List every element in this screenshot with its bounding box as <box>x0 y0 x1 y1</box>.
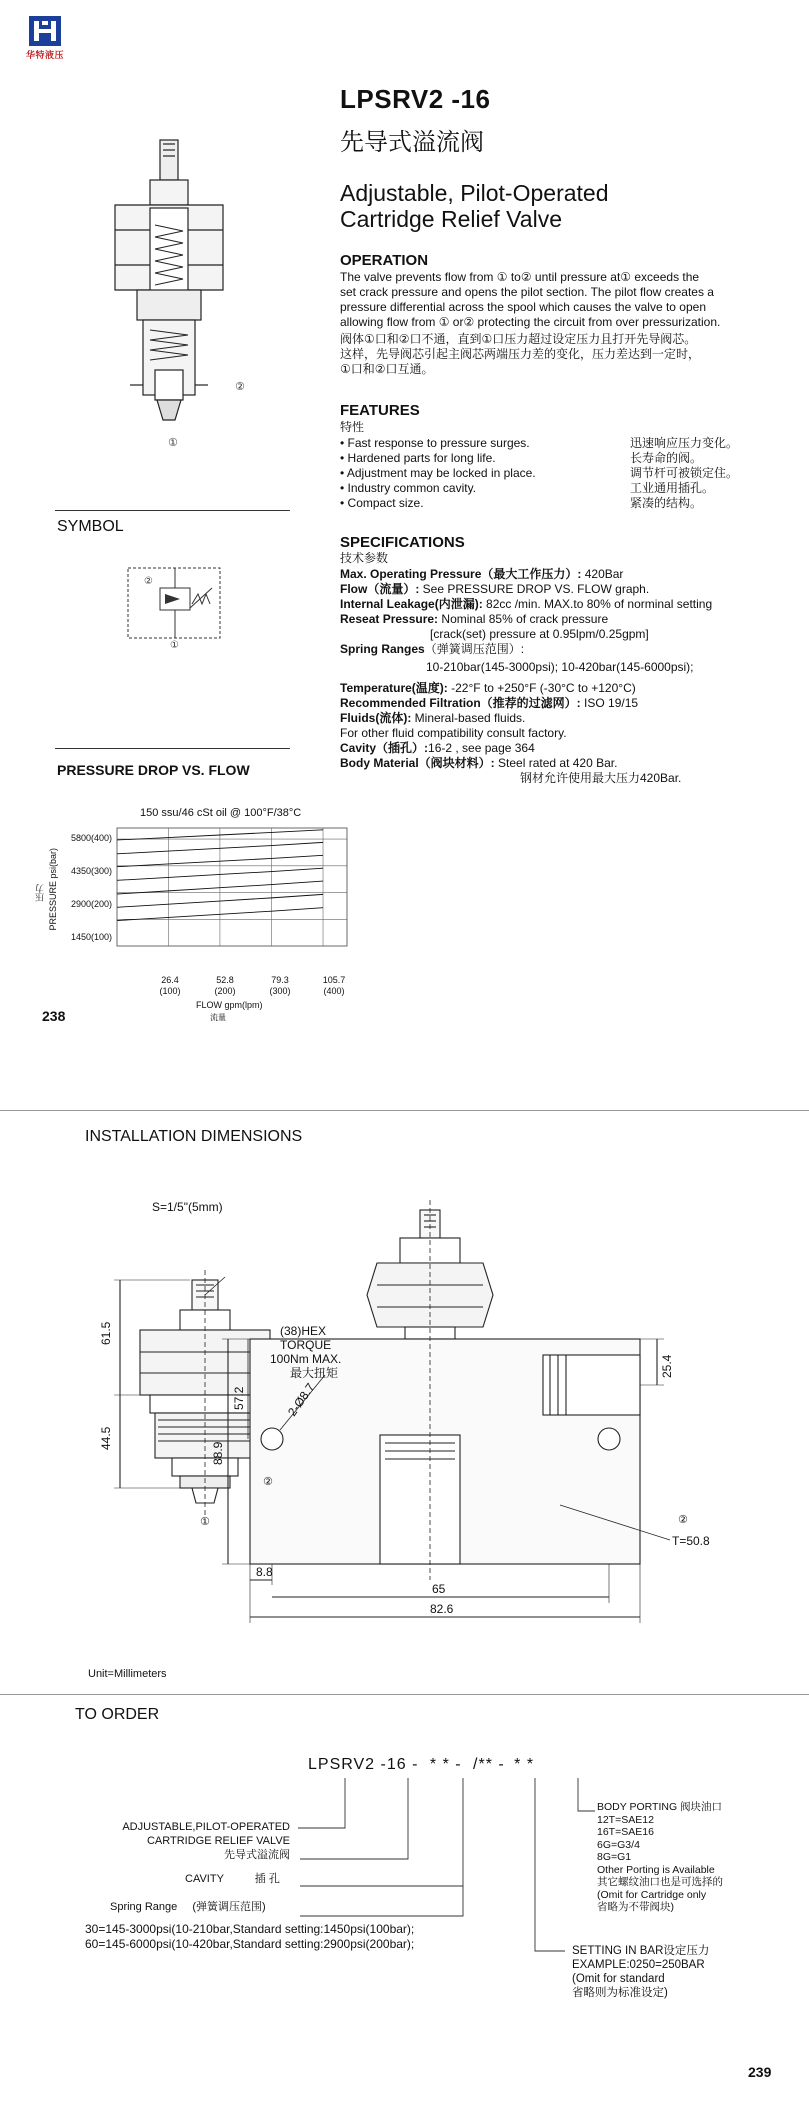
hex-label-4: 最大扭矩 <box>290 1366 339 1380</box>
y-tick-label: 2900(200) <box>70 899 112 909</box>
porting-line: 8G=G1 <box>597 1851 632 1863</box>
graph-x-axis-cn: 流量 <box>210 1013 226 1022</box>
spec-max-pressure: Max. Operating Pressure（最大工作压力）: 420Bar <box>340 567 624 581</box>
code-spring: * * <box>429 1756 450 1773</box>
features-heading: FEATURES <box>340 402 420 419</box>
feature-en: • Adjustment may be locked in place. <box>340 466 536 480</box>
y-tick-label: 5800(400) <box>70 833 112 843</box>
spec-cavity: Cavity（插孔）:16-2 , see page 364 <box>340 741 535 755</box>
porting-line: 16T=SAE16 <box>597 1826 654 1838</box>
feature-cn: 紧凑的结构。 <box>630 496 703 510</box>
logo-mark <box>29 16 61 46</box>
specifications-cn-heading: 技术参数 <box>340 551 389 565</box>
hydraulic-symbol <box>120 560 230 650</box>
dim-57-2: 57.2 <box>232 1386 246 1410</box>
hex-label-1: (38)HEX <box>280 1324 327 1338</box>
code-size: -16 <box>380 1756 407 1773</box>
graph-x-axis-label: FLOW gpm(lpm) <box>196 1000 263 1010</box>
en-product-name <box>340 180 609 232</box>
spec-body-material: Body Material（阀块材料）: Steel rated at 420 Bar. <box>340 756 618 770</box>
setting-line: 省略则为标准设定) <box>572 1987 668 1999</box>
specifications-heading: SPECIFICATIONS <box>340 534 465 551</box>
symbol-heading: SYMBOL <box>57 518 124 535</box>
feature-en: • Compact size. <box>340 496 424 510</box>
porting-line: Other Porting is Available <box>597 1863 715 1876</box>
porting-line: 省略为不带阀块) <box>597 1901 674 1913</box>
specifications-list <box>340 567 800 786</box>
operation-text <box>340 270 780 377</box>
spec-fluids: Fluids(流体): Mineral-based fluids. <box>340 711 526 725</box>
graph-heading: PRESSURE DROP VS. FLOW <box>57 762 250 778</box>
graph-rule <box>55 748 290 749</box>
feature-cn: 工业通用插孔。 <box>630 481 715 495</box>
dim-65: 65 <box>432 1582 446 1596</box>
en-name-line-2: Cartridge Relief Valve <box>340 206 563 232</box>
valve-cross-section-drawing <box>95 130 275 470</box>
spec-spring-values: 10-210bar(145-3000psi); 10-420bar(145-6000psi); <box>426 660 694 674</box>
spring-option: 60=145-6000psi(10-420bar,Standard setting:2900psi(200bar); <box>85 1937 415 1951</box>
order-desc-cn: 先导式溢流阀 <box>224 1849 290 1861</box>
page-number-left: 238 <box>42 1008 66 1024</box>
code-port: * * <box>514 1756 535 1773</box>
dim-8-8: 8.8 <box>256 1565 273 1579</box>
order-cavity <box>185 1872 280 1886</box>
order-heading: TO ORDER <box>75 1706 160 1723</box>
dim-88-9: 88.9 <box>211 1441 225 1465</box>
order-setting <box>572 1944 709 2000</box>
feature-en: • Hardened parts for long life. <box>340 451 496 465</box>
left-port-1-label: ① <box>200 1516 210 1528</box>
operation-heading: OPERATION <box>340 252 429 269</box>
y-tick-label: 4350(300) <box>70 866 112 876</box>
order-spring-label: Spring Range <box>110 1901 178 1913</box>
porting-line: (Omit for Cartridge only <box>597 1888 707 1901</box>
order-desc-line-1: ADJUSTABLE,PILOT-OPERATED <box>122 1821 290 1833</box>
y-tick-label: 1450(100) <box>70 932 112 942</box>
feature-en: • Fast response to pressure surges. <box>340 436 530 450</box>
operation-en-line: set crack pressure and opens the pilot section. The pilot flow creates a <box>340 285 714 299</box>
section-divider-2 <box>0 1694 809 1695</box>
drawing-port-2-label: ② <box>235 381 245 393</box>
order-desc-block <box>92 1820 290 1862</box>
install-heading: INSTALLATION DIMENSIONS <box>85 1128 303 1145</box>
features-cn-heading: 特性 <box>340 420 365 434</box>
dim-61-5: 61.5 <box>99 1321 113 1345</box>
dim-2-dia-8-7: 2-Ø8.7 <box>284 1380 318 1419</box>
spring-option: 30=145-3000psi(10-210bar,Standard setting:1450psi(100bar); <box>85 1922 415 1936</box>
graph-y-axis-cn: 压力 <box>35 884 45 902</box>
x-tick-label: 26.4 (100) <box>159 975 181 996</box>
dim-thickness: T=50.8 <box>672 1534 710 1548</box>
order-spring <box>110 1900 266 1914</box>
order-code <box>308 1756 534 1774</box>
porting-line: 12T=SAE12 <box>597 1813 654 1826</box>
feature-item <box>340 496 760 511</box>
hex-label-2: TORQUE <box>280 1338 332 1352</box>
feature-cn: 调节杆可被锁定住。 <box>630 466 739 480</box>
operation-en-line: The valve prevents flow from ① to② until pressure at① exceeds the <box>340 270 700 284</box>
code-setting: /** <box>473 1756 493 1773</box>
installation-drawing <box>80 1185 800 1655</box>
symbol-port-1: ① <box>170 640 179 650</box>
feature-en: • Industry common cavity. <box>340 481 477 495</box>
logo-caption: 华特液压 <box>25 50 64 60</box>
left-port-2-label: ② <box>263 1476 273 1488</box>
dim-s-label: S=1/5"(5mm) <box>152 1200 223 1214</box>
section-divider <box>0 1110 809 1111</box>
model-title: LPSRV2 -16 <box>340 84 491 114</box>
feature-cn: 长寿命的阀。 <box>630 451 703 465</box>
order-spring-cn: (弹簧调压范围) <box>192 1901 266 1913</box>
code-dash: - <box>498 1756 505 1773</box>
graph-condition: 150 ssu/46 cSt oil @ 100°F/38°C <box>140 807 302 819</box>
symbol-port-2: ② <box>144 576 153 587</box>
setting-line: SETTING IN BAR设定压力 <box>572 1945 710 1957</box>
setting-line: (Omit for standard <box>572 1973 665 1985</box>
order-cavity-cn: 插 孔 <box>254 1873 280 1885</box>
x-tick-label: 105.7 (400) <box>322 975 346 996</box>
x-tick-label: 79.3 (300) <box>269 975 291 996</box>
operation-en-line: pressure differential across the spool which causes the valve to open <box>340 300 706 314</box>
dim-82-6: 82.6 <box>430 1602 454 1616</box>
en-name-line-1: Adjustable, Pilot-Operated <box>340 180 609 206</box>
spec-reseat-note: [crack(set) pressure at 0.95lpm/0.25gpm] <box>430 627 649 641</box>
setting-line: EXAMPLE:0250=250BAR <box>572 1959 705 1971</box>
feature-item <box>340 436 760 451</box>
order-desc-line-2: CARTRIDGE RELIEF VALVE <box>146 1835 290 1847</box>
spec-temperature: Temperature(温度): -22°F to +250°F (-30°C to +120°C) <box>340 681 636 695</box>
spec-spring-ranges: Spring Ranges（弹簧调压范围）: <box>340 642 525 656</box>
spec-body-cn: 钢材允许使用最大压力420Bar. <box>520 771 682 785</box>
feature-cn: 迅速响应压力变化。 <box>630 436 739 450</box>
feature-item <box>340 481 760 496</box>
spec-flow: Flow（流量）: See PRESSURE DROP VS. FLOW graph. <box>340 582 650 596</box>
porting-title: BODY PORTING 阀块油口 <box>597 1801 723 1813</box>
spec-fluids-note: For other fluid compatibility consult factory. <box>340 726 567 740</box>
page-number-right: 239 <box>748 2064 772 2080</box>
porting-line: 其它螺纹油口也是可选择的 <box>597 1876 723 1888</box>
code-dash: - <box>412 1756 419 1773</box>
spec-internal-leakage: Internal Leakage(内泄漏): 82cc /min. MAX.to 80% of norminal setting <box>340 597 713 611</box>
brand-logo <box>20 16 70 62</box>
code-model: LPSRV2 <box>308 1756 376 1773</box>
porting-line: 6G=G3/4 <box>597 1838 640 1851</box>
graph-y-axis-label: PRESSURE psi(bar) <box>48 848 58 931</box>
order-spring-options <box>85 1922 414 1952</box>
dim-44-5: 44.5 <box>99 1426 113 1450</box>
feature-item <box>340 451 760 466</box>
spec-filtration: Recommended Filtration（推荐的过滤网）: ISO 19/15 <box>340 696 639 710</box>
right-port-2-label: ② <box>678 1514 688 1526</box>
order-cavity-label: CAVITY <box>185 1873 224 1885</box>
pressure-flow-chart <box>115 822 355 972</box>
hex-label-3: 100Nm MAX. <box>270 1352 342 1366</box>
operation-cn-line: 这样，先导阀芯引起主阀芯两端压力差的变化，压力差达到一定时， <box>340 347 701 361</box>
spec-reseat-pressure: Reseat Pressure: Nominal 85% of crack pressure <box>340 612 609 626</box>
feature-item <box>340 466 760 481</box>
features-list <box>340 436 760 511</box>
code-dash: - <box>455 1756 462 1773</box>
symbol-rule <box>55 510 290 511</box>
operation-cn-line: 阀体①口和②口不通，直到①口压力超过设定压力且打开先导阀芯。 <box>340 332 697 346</box>
cn-product-name: 先导式溢流阀 <box>340 129 484 156</box>
operation-en-line: allowing flow from ① or② protecting the circuit from over pressurization. <box>340 315 721 329</box>
x-tick-label: 52.8 (200) <box>214 975 236 996</box>
order-body-porting <box>597 1801 723 1914</box>
graph-y-ticks <box>60 822 112 954</box>
operation-cn-line: ①口和②口互通。 <box>340 362 434 376</box>
units-note: Unit=Millimeters <box>88 1668 167 1680</box>
drawing-port-1-label: ① <box>168 437 178 449</box>
dim-25-4: 25.4 <box>660 1354 674 1378</box>
